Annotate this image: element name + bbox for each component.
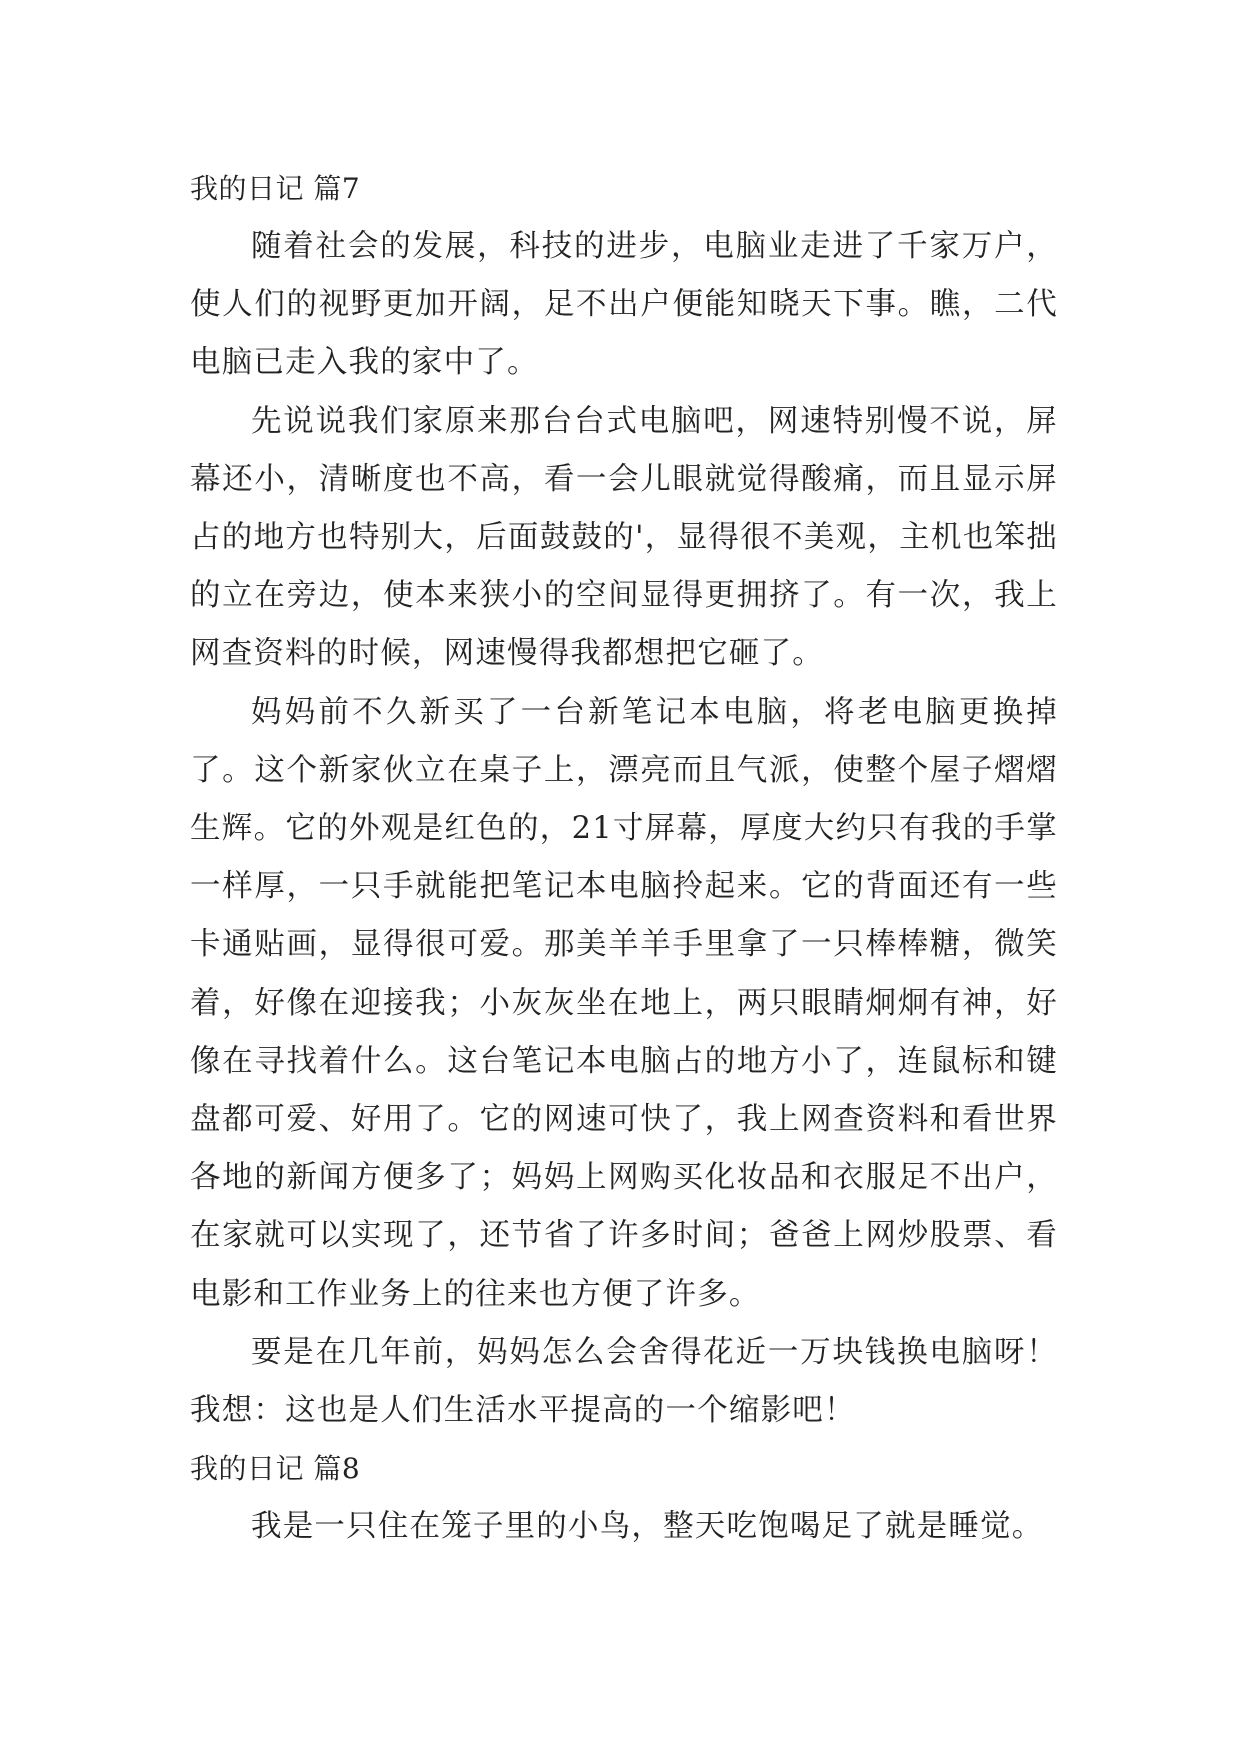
diary-entry-7 [190, 160, 1058, 1440]
paragraph: 要是在几年前，妈妈怎么会舍得花近一万块钱换电脑呀！我想：这也是人们生活水平提高的一个缩影吧！ [190, 1334, 1058, 1429]
entry-title: 我的日记 篇7 [190, 172, 361, 205]
diary-entry-8 [190, 1440, 1058, 1556]
entry-title: 我的日记 篇8 [190, 1452, 361, 1486]
paragraph: 妈妈前不久新买了一台新笔记本电脑，将老电脑更换掉了。这个新家伙立在桌子上，漂亮而且气派，使整个屋子熠熠生辉。它的外观是红色的，21寸屏幕，厚度大约只有我的手掌一样厚，一只手就能把笔记本电脑拎起来。它的背面还有一些卡通贴画，显得很可爱。那美羊羊手里拿了一只棒棒糖，微笑着，好像在迎接我；小灰灰坐在地上，两只眼睛炯炯有神，好像在寻找着什么。这台笔记本电脑占的地方小了，连鼠标和键盘都可爱、好用了。它的网速可快了，我上网查资料和看世界各地的新闻方便多了；妈妈上网购买化妆品和衣服足不出户，在家就可以实现了，还节省了许多时间；爸爸上网炒股票、看电影和工作业务上的往来也方便了许多。 [190, 694, 1058, 1312]
paragraph: 先说说我们家原来那台台式电脑吧，网速特别慢不说，屏幕还小，清晰度也不高，看一会儿眼就觉得酸痛，而且显示屏占的地方也特别大，后面鼓鼓的'，显得很不美观，主机也笨拙的立在旁边，使本来狭小的空间显得更拥挤了。有一次，我上网查资料的时候，网速慢得我都想把它砸了。 [190, 403, 1058, 672]
paragraph: 我是一只住在笼子里的小鸟，整天吃饱喝足了就是睡觉。 [251, 1509, 1044, 1545]
paragraph: 随着社会的发展，科技的进步，电脑业走进了千家万户，使人们的视野更加开阔，足不出户便能知晓天下事。瞧，二代电脑已走入我的家中了。 [190, 229, 1058, 381]
document-page [190, 160, 1058, 1556]
